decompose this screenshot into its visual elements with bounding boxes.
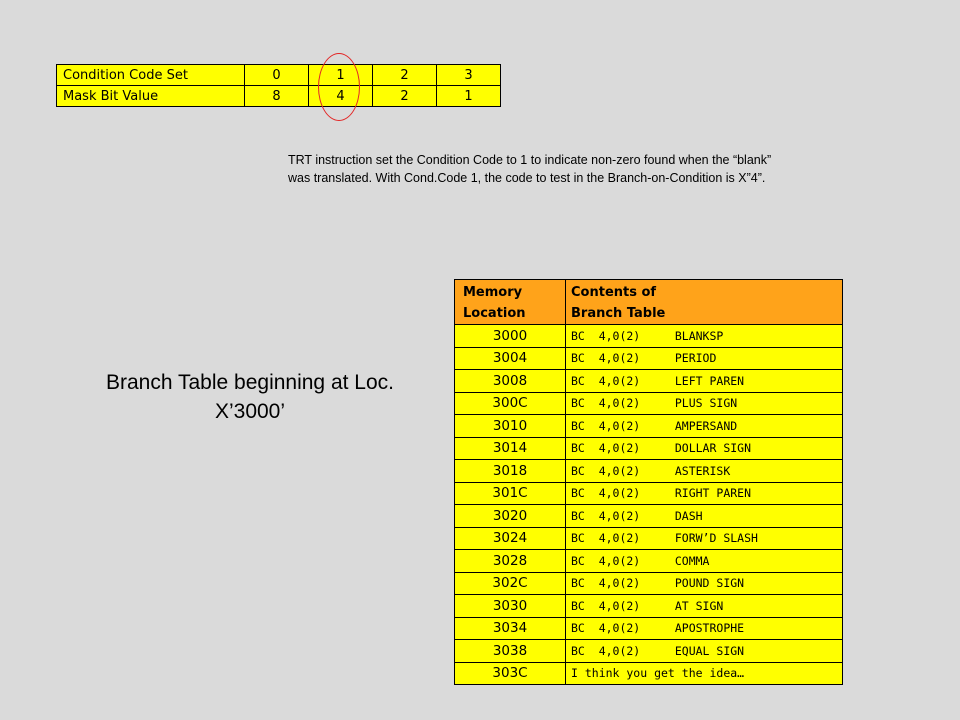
branch-table-header (455, 280, 843, 325)
memory-location-cell: 3030 (455, 595, 566, 618)
table-row (455, 527, 843, 550)
memory-location-cell: 3000 (455, 325, 566, 348)
condition-code-cell: 1 (309, 65, 373, 86)
mask-bit-cell: 1 (437, 86, 501, 107)
mask-bit-cell: 2 (373, 86, 437, 107)
table-row (455, 595, 843, 618)
branch-contents-cell: BC 4,0(2) AT SIGN (566, 595, 843, 618)
condition-code-label: Condition Code Set (57, 65, 245, 86)
header-line: Contents of (571, 285, 657, 300)
memory-location-cell: 3024 (455, 527, 566, 550)
mask-bit-cell: 8 (245, 86, 309, 107)
branch-contents-cell: BC 4,0(2) POUND SIGN (566, 572, 843, 595)
header-line: Memory (463, 285, 523, 300)
branch-contents-cell: BC 4,0(2) EQUAL SIGN (566, 640, 843, 663)
memory-location-cell: 302C (455, 572, 566, 595)
branch-table-caption (70, 368, 430, 426)
header-line: Branch Table (571, 306, 666, 321)
memory-location-cell: 3008 (455, 370, 566, 393)
memory-location-cell: 300C (455, 392, 566, 415)
table-row (455, 662, 843, 685)
table-row (455, 325, 843, 348)
table-row (455, 640, 843, 663)
table-row (455, 347, 843, 370)
contents-header (566, 280, 843, 325)
table-row (455, 460, 843, 483)
branch-contents-cell: BC 4,0(2) ASTERISK (566, 460, 843, 483)
caption-line: Branch Table beginning at Loc. (106, 371, 394, 394)
branch-contents-cell: BC 4,0(2) PLUS SIGN (566, 392, 843, 415)
condition-code-table (56, 64, 501, 107)
branch-contents-cell: BC 4,0(2) RIGHT PAREN (566, 482, 843, 505)
table-row (455, 482, 843, 505)
branch-contents-cell: BC 4,0(2) LEFT PAREN (566, 370, 843, 393)
table-row (455, 415, 843, 438)
table-row (455, 572, 843, 595)
table-row (455, 437, 843, 460)
branch-contents-cell: BC 4,0(2) DASH (566, 505, 843, 528)
memory-location-cell: 3034 (455, 617, 566, 640)
trt-explanation-line: was translated. With Cond.Code 1, the code to test in the Branch-on-Condition is X”4”. (288, 171, 766, 185)
caption-line: X’3000’ (214, 400, 286, 423)
branch-contents-cell: BC 4,0(2) COMMA (566, 550, 843, 573)
mask-bit-label: Mask Bit Value (57, 86, 245, 107)
condition-code-cell: 3 (437, 65, 501, 86)
branch-contents-cell: BC 4,0(2) AMPERSAND (566, 415, 843, 438)
condition-code-cell: 2 (373, 65, 437, 86)
branch-contents-cell: I think you get the idea… (566, 662, 843, 685)
memory-location-cell: 3028 (455, 550, 566, 573)
branch-table-body (455, 325, 843, 685)
table-row (455, 617, 843, 640)
memory-location-cell: 3038 (455, 640, 566, 663)
memory-location-cell: 3010 (455, 415, 566, 438)
mask-bit-row (57, 86, 501, 107)
memory-location-cell: 3014 (455, 437, 566, 460)
trt-explanation-text (288, 151, 938, 187)
highlight-circle (318, 53, 360, 121)
branch-contents-cell: BC 4,0(2) FORW’D SLASH (566, 527, 843, 550)
branch-table (454, 279, 843, 685)
memory-location-cell: 3018 (455, 460, 566, 483)
mask-bit-cell: 4 (309, 86, 373, 107)
memory-location-cell: 3020 (455, 505, 566, 528)
table-row (455, 505, 843, 528)
header-line: Location (463, 306, 526, 321)
memory-location-cell: 301C (455, 482, 566, 505)
memory-location-header (455, 280, 566, 325)
table-row (455, 370, 843, 393)
memory-location-cell: 3004 (455, 347, 566, 370)
table-row (455, 392, 843, 415)
branch-contents-cell: BC 4,0(2) PERIOD (566, 347, 843, 370)
branch-contents-cell: BC 4,0(2) DOLLAR SIGN (566, 437, 843, 460)
table-row (455, 550, 843, 573)
branch-contents-cell: BC 4,0(2) APOSTROPHE (566, 617, 843, 640)
condition-code-cell: 0 (245, 65, 309, 86)
condition-code-row (57, 65, 501, 86)
memory-location-cell: 303C (455, 662, 566, 685)
trt-explanation-line: TRT instruction set the Condition Code to 1 to indicate non-zero found when the “blank” (288, 153, 772, 167)
branch-contents-cell: BC 4,0(2) BLANKSP (566, 325, 843, 348)
